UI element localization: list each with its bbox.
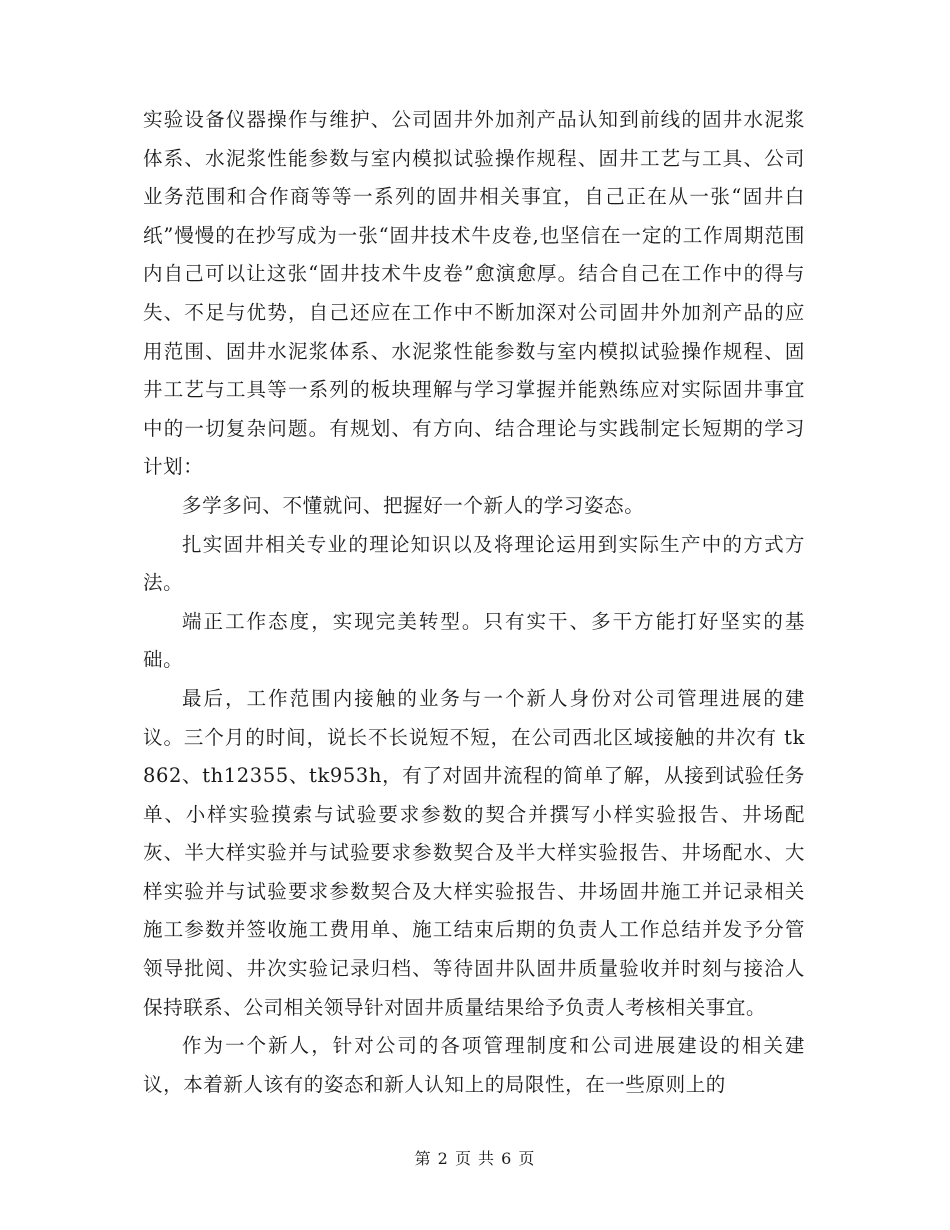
body-paragraph-newcomer: 作为一个新人，针对公司的各项管理制度和公司进展建设的相关建议，本着新人该有的姿态和新人认知上的局限性，在一些原则上的	[143, 1034, 805, 1096]
page-number-footer: 第 2 页 共 6 页	[414, 1149, 536, 1168]
body-paragraph-suggestions: 最后，工作范围内接触的业务与一个新人身份对公司管理进展的建议。三个月的时间，说长不长说短不短，在公司西北区域接触的井次有 tk862、th12355、tk953h，有了对固井流程的简单了解，从接到试验任务单、小样实验摸索与试验要求参数的契合并撰写小样实验报告、井场配灰、半大样实验并与试验要求参数契合及半大样实验报告、井场配水、大样实验并与试验要求参数契合及大样实验报告、井场固井施工并记录相关施工参数并签收施工费用单、施工结束后期的负责人工作总结并发予分管领导批阅、井次实验记录归档、等待固井队固井质量验收并时刻与接洽人保持联系、公司相关领导针对固井质量结果给予负责人考核相关事宜。	[143, 686, 805, 1019]
body-paragraph-continuation: 实验设备仪器操作与维护、公司固井外加剂产品认知到前线的固井水泥浆体系、水泥浆性能参数与室内模拟试验操作规程、固井工艺与工具、公司业务范围和合作商等等一系列的固井相关事宜，自己正在从一张“固井白纸”慢慢的在抄写成为一张“固井技术牛皮卷,也坚信在一定的工作周期范围内自己可以让这张“固井技术牛皮卷”愈演愈厚。结合自己在工作中的得与失、不足与优势，自己还应在工作中不断加深对公司固井外加剂产品的应用范围、固井水泥浆体系、水泥浆性能参数与室内模拟试验操作规程、固井工艺与工具等一系列的板块理解与学习掌握并能熟练应对实际固井事宜中的一切复杂问题。有规划、有方向、结合理论与实践制定长短期的学习计划：	[143, 108, 805, 479]
body-paragraph-plan-item-1: 多学多问、不懂就问、把握好一个新人的学习姿态。	[182, 493, 645, 517]
document-body	[143, 101, 805, 1104]
body-paragraph-plan-item-2: 扎实固井相关专业的理论知识以及将理论运用到实际生产中的方式方法。	[143, 532, 805, 595]
body-paragraph-plan-item-3: 端正工作态度，实现完美转型。只有实干、多干方能打好坚实的基础。	[143, 609, 805, 672]
